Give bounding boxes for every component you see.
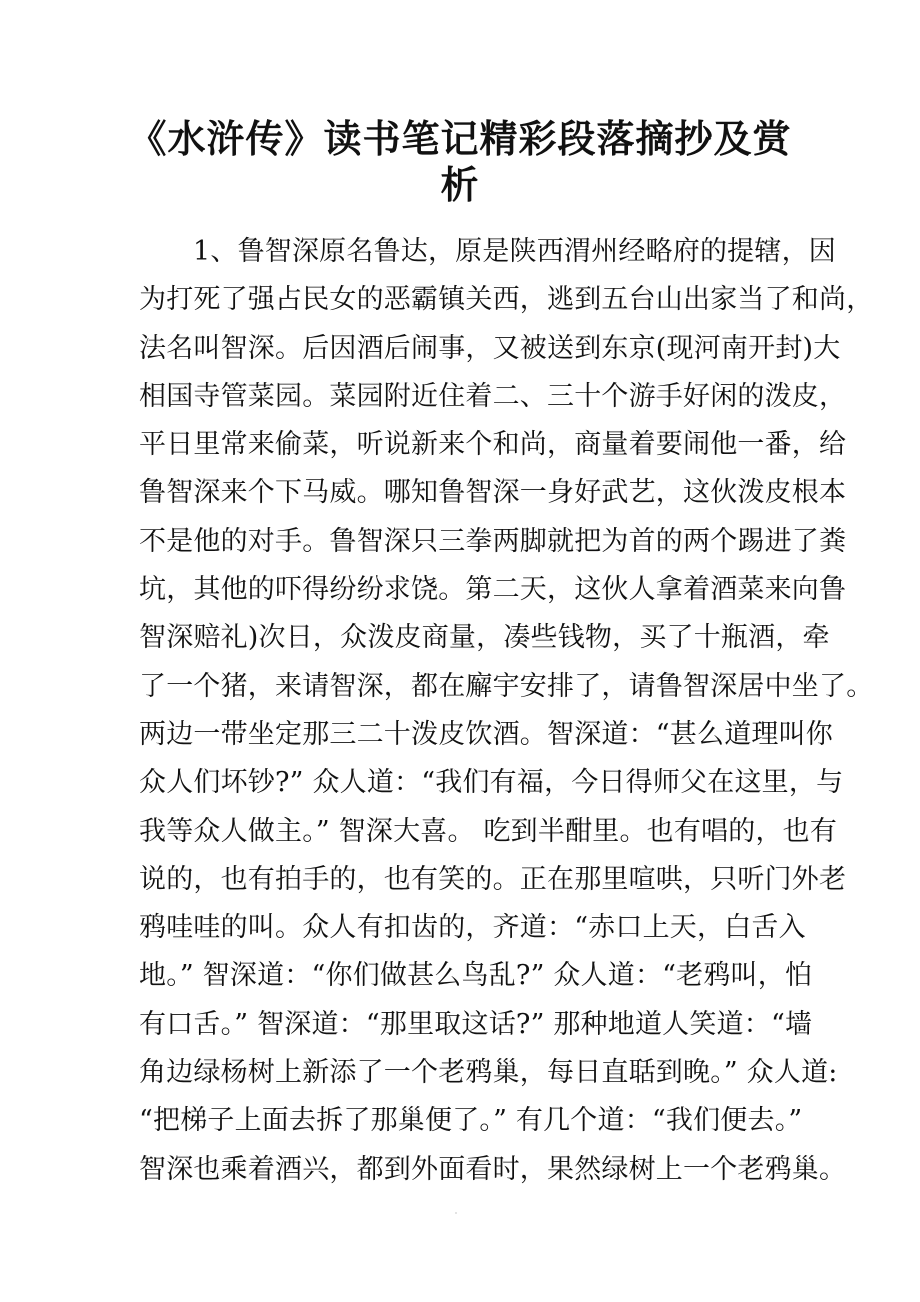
document-title-line-1: 《水浒传》读书笔记精彩段落摘抄及赏: [128, 116, 792, 161]
paragraph-line: 地。” 智深道：“你们做甚么鸟乱?” 众人道：“老鸦叫，怕: [139, 960, 813, 992]
paragraph-line: 了一个猪，来请智深，都在廨宇安排了，请鲁智深居中坐了。: [139, 670, 874, 702]
paragraph-line: 说的，也有拍手的，也有笑的。正在那里喧哄，只听门外老: [139, 863, 847, 895]
paragraph-line: 鲁智深来个下马威。哪知鲁智深一身好武艺，这伙泼皮根本: [139, 477, 847, 509]
paragraph-line: 智深赔礼)次日，众泼皮商量，凑些钱物，买了十瓶酒，牵: [139, 622, 830, 654]
page-dot-mark: [455, 1212, 457, 1214]
paragraph-line: 1、鲁智深原名鲁达，原是陕西渭州经略府的提辖，因: [193, 236, 836, 267]
paragraph-line: 法名叫智深。后因酒后闹事，又被送到东京(现河南开封)大: [139, 332, 841, 364]
paragraph-line: 为打死了强占民女的恶霸镇关西，逃到五台山出家当了和尚，: [139, 284, 874, 316]
paragraph-line: 有口舌。” 智深道：“那里取这话?” 那种地道人笑道：“墙: [139, 1008, 813, 1040]
paragraph-line: 坑，其他的吓得纷纷求饶。第二天，这伙人拿着酒菜来向鲁: [139, 574, 847, 606]
paragraph-line: 不是他的对手。鲁智深只三拳两脚就把为首的两个踢进了粪: [139, 525, 847, 557]
document-body: [139, 228, 874, 1194]
paragraph-line: “把梯子上面去拆了那巢便了。” 有几个道：“我们便去。”: [139, 1105, 803, 1137]
paragraph-line: 众人们坏钞?” 众人道：“我们有福，今日得师父在这里，与: [139, 767, 844, 799]
paragraph-line: 相国寺管菜园。菜园附近住着二、三十个游手好闲的泼皮，: [139, 380, 847, 412]
paragraph-line: 我等众人做主。” 智深大喜。 吃到半酣里。也有唱的，也有: [139, 815, 838, 847]
paragraph-line: 鸦哇哇的叫。众人有扣齿的，齐道：“赤口上天，白舌入: [139, 912, 806, 944]
paragraph-line: 角边绿杨树上新添了一个老鸦巢，每日直聒到晚。” 众人道:: [139, 1057, 838, 1089]
paragraph-line: 平日里常来偷菜，听说新来个和尚，商量着要闹他一番，给: [139, 429, 847, 461]
paragraph-line: 智深也乘着酒兴，都到外面看时，果然绿树上一个老鸦巢。: [139, 1153, 847, 1185]
paragraph-line: 两边一带坐定那三二十泼皮饮酒。智深道：“甚么道理叫你: [139, 718, 834, 750]
document-title-line-2: 析: [440, 162, 480, 207]
